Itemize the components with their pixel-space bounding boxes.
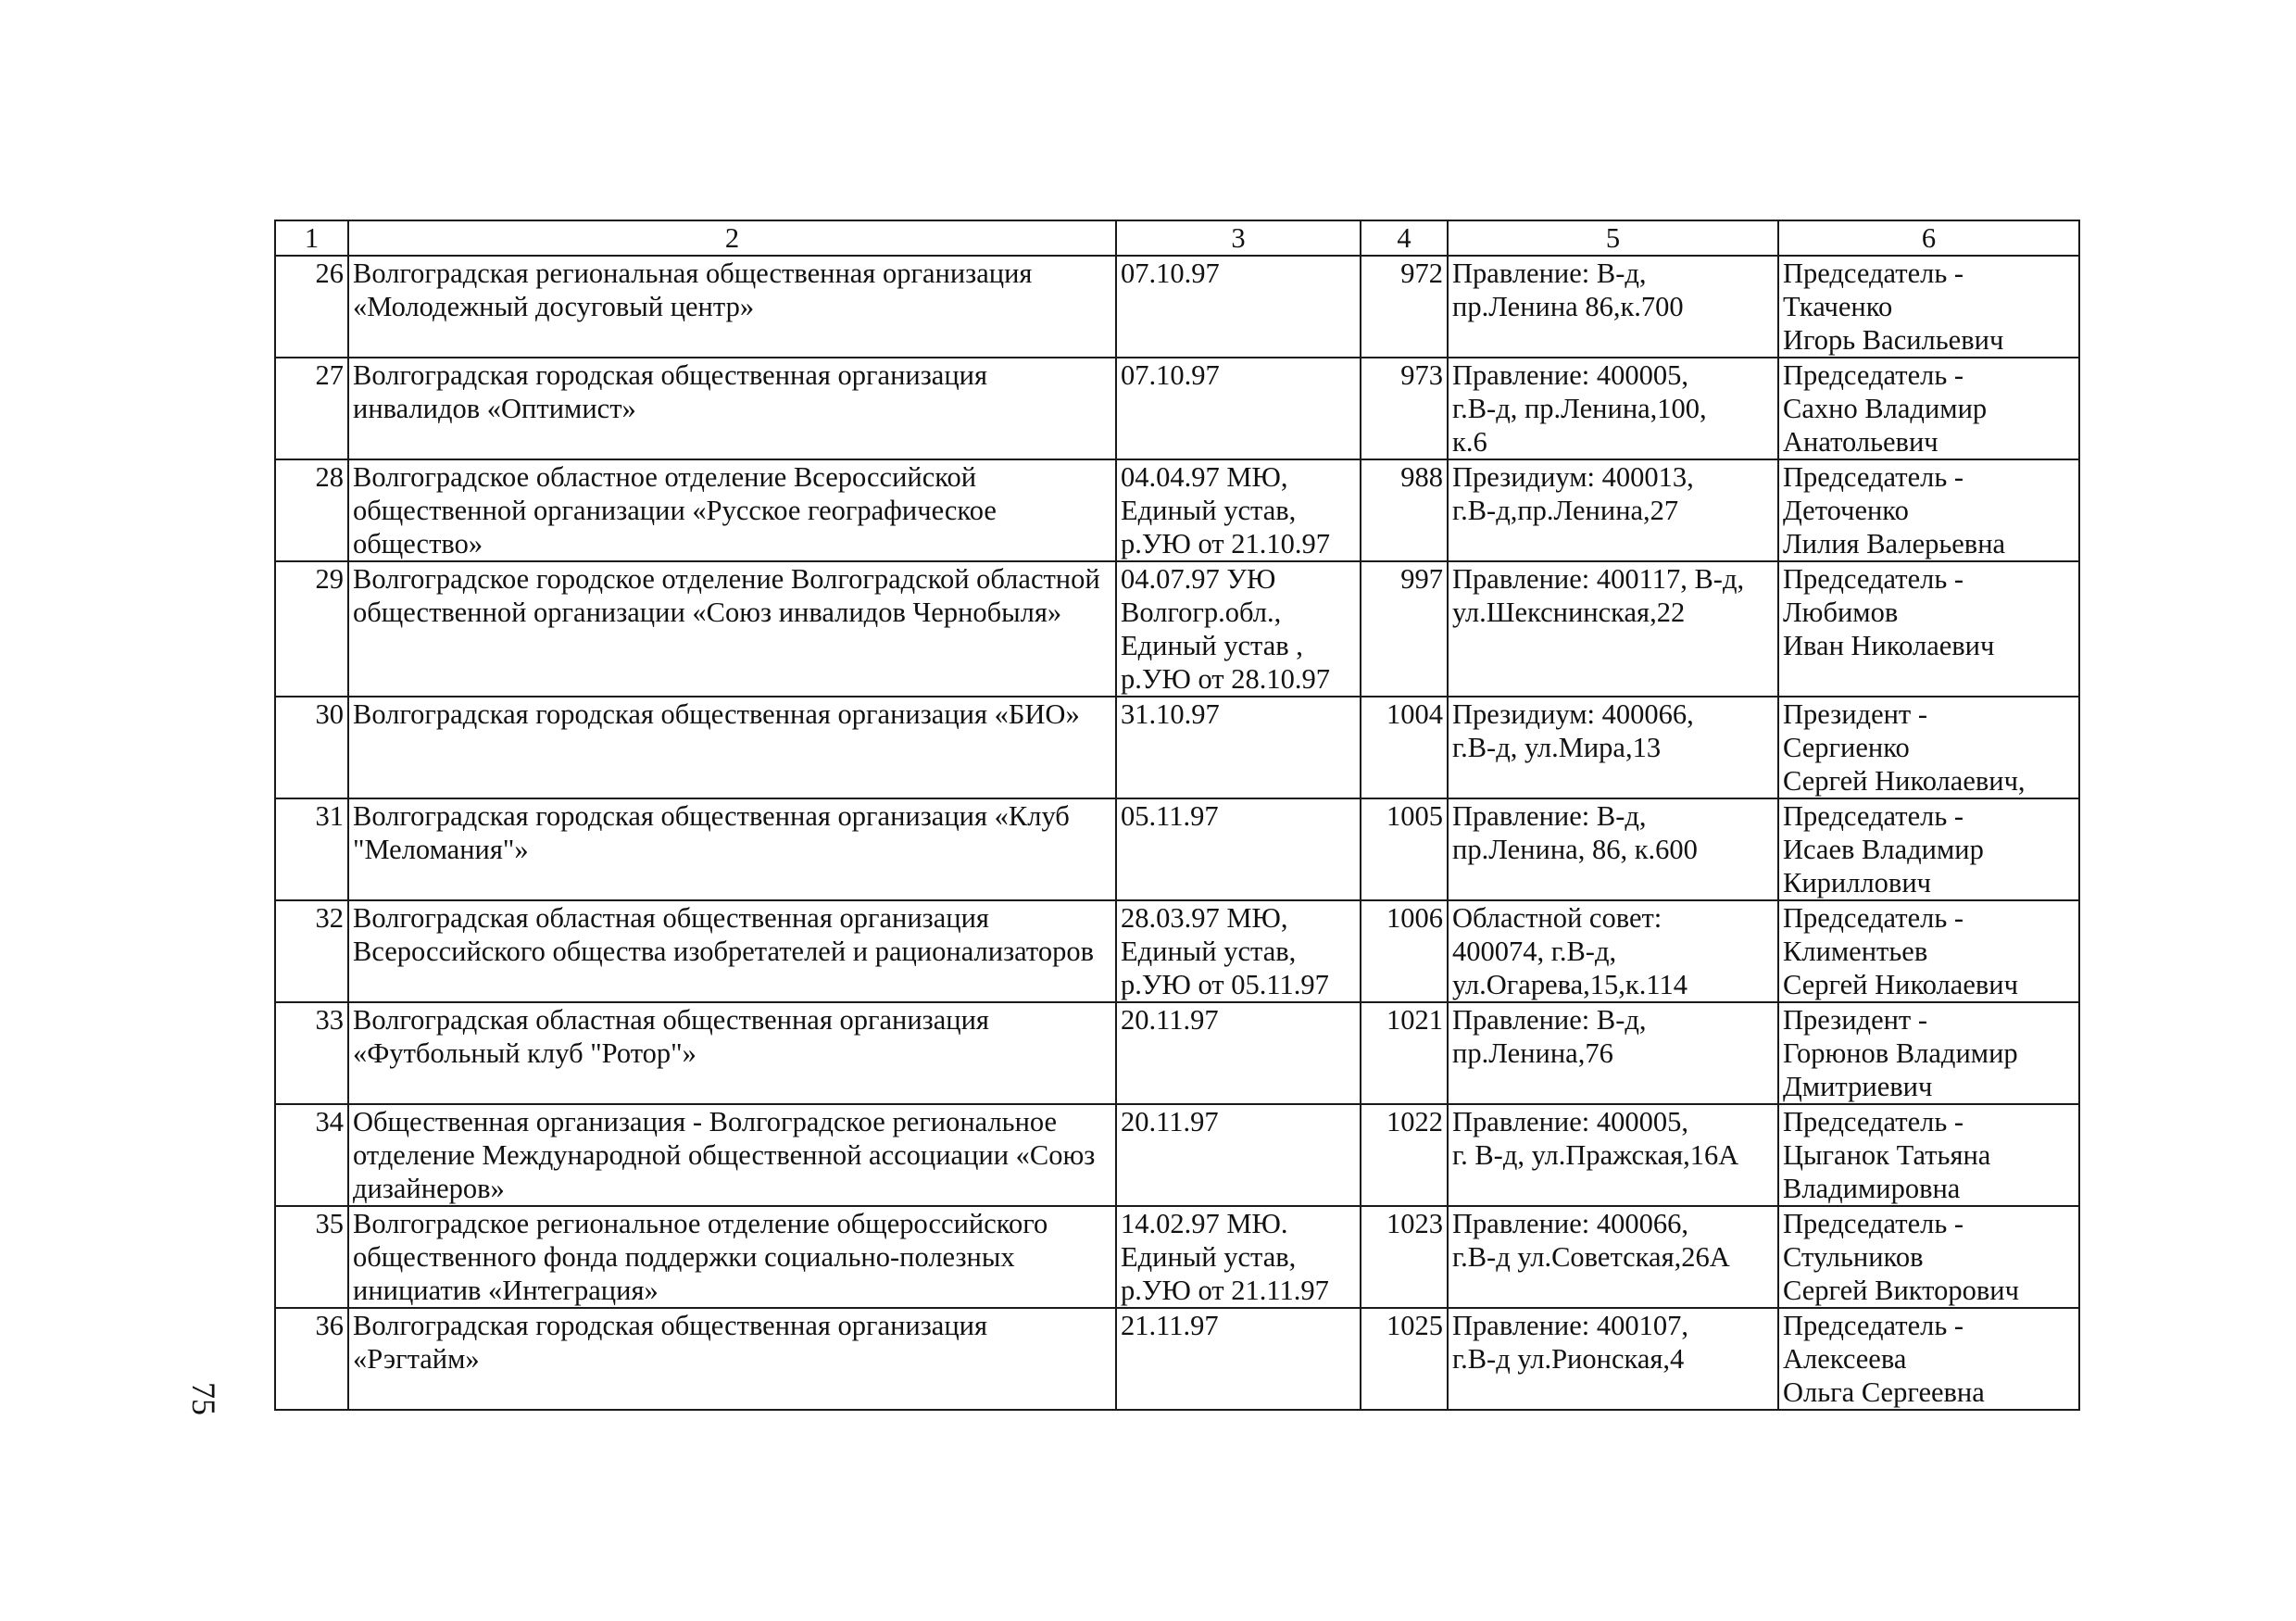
registration-number: 988 (1361, 459, 1448, 561)
organization-head: Председатель - Алексеева Ольга Сергеевна (1778, 1308, 2079, 1410)
row-number: 32 (275, 900, 348, 1002)
registration-number: 1021 (1361, 1002, 1448, 1104)
table-row (275, 1206, 2079, 1308)
registration-date: 31.10.97 (1116, 697, 1361, 798)
row-number: 36 (275, 1308, 348, 1410)
organization-head: Председатель - Сахно Владимир Анатольевич (1778, 358, 2079, 459)
registration-date: 21.11.97 (1116, 1308, 1361, 1410)
row-number: 27 (275, 358, 348, 459)
governing-body-address: Правление: 400117, В-д, ул.Шекснинская,22 (1448, 561, 1778, 697)
row-number: 26 (275, 256, 348, 358)
governing-body-address: Правление: 400066, г.В-д ул.Советская,26А (1448, 1206, 1778, 1308)
table-row (275, 900, 2079, 1002)
column-header-date: 3 (1116, 220, 1361, 256)
organization-head: Президент - Горюнов Владимир Дмитриевич (1778, 1002, 2079, 1104)
organization-name: Волгоградское областное отделение Всероссийской общественной организации «Русское географическое общество» (348, 459, 1116, 561)
governing-body-address: Правление: В-д, пр.Ленина 86,к.700 (1448, 256, 1778, 358)
registration-date: 14.02.97 МЮ. Единый устав, р.УЮ от 21.11.97 (1116, 1206, 1361, 1308)
table-row (275, 798, 2079, 900)
page-number: 75 (185, 1382, 222, 1415)
registration-number: 1004 (1361, 697, 1448, 798)
organization-name: Волгоградская городская общественная организация «Клуб "Меломания"» (348, 798, 1116, 900)
row-number: 33 (275, 1002, 348, 1104)
table-row (275, 358, 2079, 459)
table-row (275, 256, 2079, 358)
registration-date: 20.11.97 (1116, 1104, 1361, 1206)
row-number: 30 (275, 697, 348, 798)
table-row (275, 459, 2079, 561)
table-row (275, 1002, 2079, 1104)
registration-number: 1025 (1361, 1308, 1448, 1410)
organization-head: Председатель - Ткаченко Игорь Васильевич (1778, 256, 2079, 358)
governing-body-address: Правление: 400005, г.В-д, пр.Ленина,100, к.6 (1448, 358, 1778, 459)
governing-body-address: Президиум: 400066, г.В-д, ул.Мира,13 (1448, 697, 1778, 798)
column-header-registration: 4 (1361, 220, 1448, 256)
registration-date: 20.11.97 (1116, 1002, 1361, 1104)
table-row (275, 1104, 2079, 1206)
registration-date: 05.11.97 (1116, 798, 1361, 900)
column-header-name: 2 (348, 220, 1116, 256)
organization-head: Председатель - Климентьев Сергей Николаевич (1778, 900, 2079, 1002)
organization-name: Волгоградское городское отделение Волгоградской областной общественной организации «Союз инвалидов Чернобыля» (348, 561, 1116, 697)
row-number: 29 (275, 561, 348, 697)
registration-number: 1006 (1361, 900, 1448, 1002)
governing-body-address: Правление: В-д, пр.Ленина, 86, к.600 (1448, 798, 1778, 900)
organization-name: Общественная организация - Волгоградское региональное отделение Международной общественной ассоциации «Союз дизайнеров» (348, 1104, 1116, 1206)
registration-number: 997 (1361, 561, 1448, 697)
header-row (275, 220, 2079, 256)
governing-body-address: Правление: В-д, пр.Ленина,76 (1448, 1002, 1778, 1104)
table-row (275, 561, 2079, 697)
registration-date: 04.07.97 УЮ Волгогр.обл., Единый устав , р.УЮ от 28.10.97 (1116, 561, 1361, 697)
row-number: 31 (275, 798, 348, 900)
organization-name: Волгоградская городская общественная организация «Рэгтайм» (348, 1308, 1116, 1410)
governing-body-address: Областной совет: 400074, г.В-д, ул.Огарева,15,к.114 (1448, 900, 1778, 1002)
organization-head: Председатель - Стульников Сергей Викторович (1778, 1206, 2079, 1308)
row-number: 28 (275, 459, 348, 561)
organization-registry-table (274, 220, 2080, 1411)
table-row (275, 697, 2079, 798)
organization-name: Волгоградское региональное отделение общероссийского общественного фонда поддержки социально-полезных инициатив «Интеграция» (348, 1206, 1116, 1308)
registration-date: 07.10.97 (1116, 358, 1361, 459)
organization-head: Председатель - Любимов Иван Николаевич (1778, 561, 2079, 697)
organization-name: Волгоградская региональная общественная организация «Молодежный досуговый центр» (348, 256, 1116, 358)
governing-body-address: Президиум: 400013, г.В-д,пр.Ленина,27 (1448, 459, 1778, 561)
column-header-number: 1 (275, 220, 348, 256)
organization-head: Председатель - Исаев Владимир Кириллович (1778, 798, 2079, 900)
organization-head: Президент - Сергиенко Сергей Николаевич, (1778, 697, 2079, 798)
registration-number: 1022 (1361, 1104, 1448, 1206)
governing-body-address: Правление: 400005, г. В-д, ул.Пражская,16А (1448, 1104, 1778, 1206)
registration-date: 07.10.97 (1116, 256, 1361, 358)
governing-body-address: Правление: 400107, г.В-д ул.Рионская,4 (1448, 1308, 1778, 1410)
registration-number: 1023 (1361, 1206, 1448, 1308)
registration-number: 1005 (1361, 798, 1448, 900)
registration-date: 28.03.97 МЮ, Единый устав, р.УЮ от 05.11.97 (1116, 900, 1361, 1002)
organization-head: Председатель - Деточенко Лилия Валерьевна (1778, 459, 2079, 561)
table-row (275, 1308, 2079, 1410)
organization-name: Волгоградская областная общественная организация Всероссийского общества изобретателей и рационализаторов (348, 900, 1116, 1002)
registration-date: 04.04.97 МЮ, Единый устав, р.УЮ от 21.10.97 (1116, 459, 1361, 561)
registration-number: 972 (1361, 256, 1448, 358)
organization-name: Волгоградская областная общественная организация «Футбольный клуб "Ротор"» (348, 1002, 1116, 1104)
column-header-head: 6 (1778, 220, 2079, 256)
row-number: 34 (275, 1104, 348, 1206)
organization-head: Председатель - Цыганок Татьяна Владимировна (1778, 1104, 2079, 1206)
registration-number: 973 (1361, 358, 1448, 459)
organization-name: Волгоградская городская общественная организация инвалидов «Оптимист» (348, 358, 1116, 459)
column-header-address: 5 (1448, 220, 1778, 256)
organization-name: Волгоградская городская общественная организация «БИО» (348, 697, 1116, 798)
row-number: 35 (275, 1206, 348, 1308)
